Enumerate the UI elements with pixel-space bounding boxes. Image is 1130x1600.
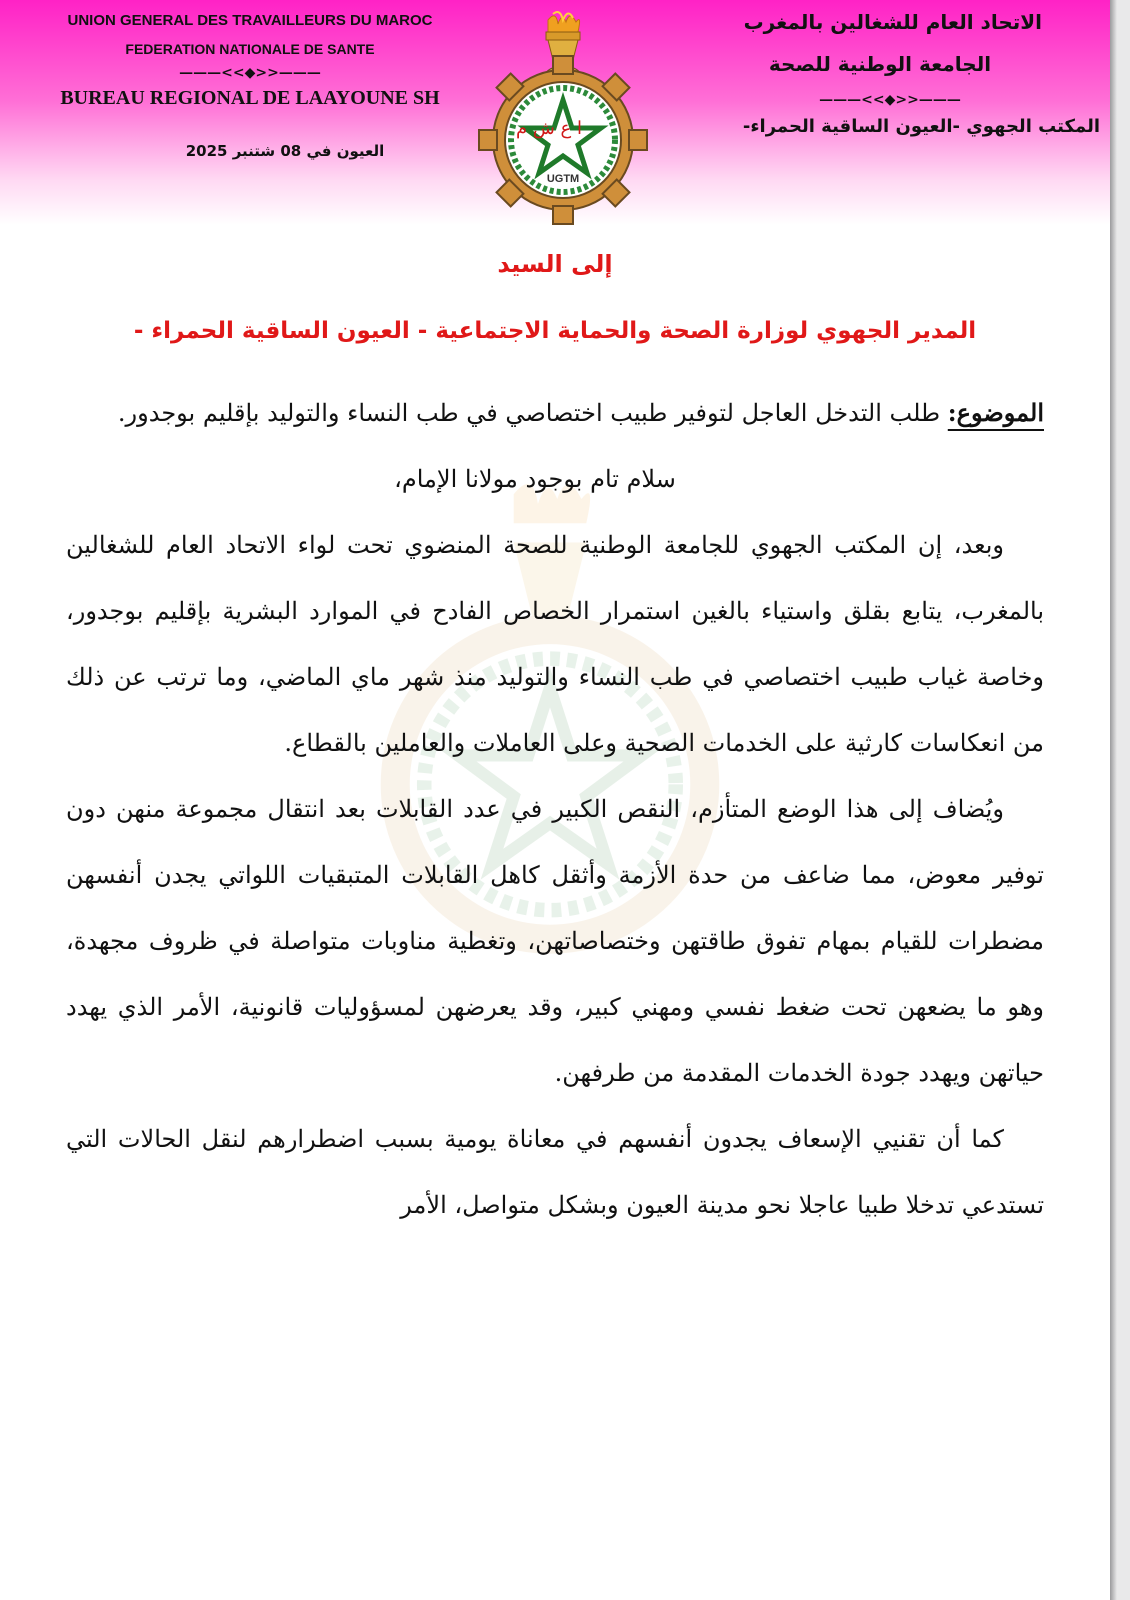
bureau-name-fr: BUREAU REGIONAL DE LAAYOUNE SH [60,87,440,109]
paragraph-1: وبعد، إن المكتب الجهوي للجامعة الوطنية للصحة المنضوي تحت لواء الاتحاد العام للشغالين بالمغرب، يتابع بقلق واستياء بالغين استمرار الخصاص الفادح في الموارد البشرية بإقليم بوجدور، وخاصة غياب طبيب اختصاصي في طب النساء والتوليد منذ شهر ماي الماضي، وما ترتب عن ذلك من انعكاسات كارثية على الخدمات الصحية وعلى العاملات والعاملين بالقطاع. [66,531,1044,757]
paragraph-3: كما أن تقنيي الإسعاف يجدون أنفسهم في معاناة يومية بسبب اضطرارهم لنقل الحالات التي تستدعي تدخلا طبيا عاجلا نحو مدينة العيون وبشكل متواصل، الأمر [66,1125,1044,1219]
logo-letters: ا ع ش م [515,118,583,139]
union-name-ar: الاتحاد العام للشغالين بالمغرب [743,10,1042,34]
subject-label: الموضوع: [947,398,1044,427]
federation-name-ar: الجامعة الوطنية للصحة [768,52,992,76]
bureau-name-ar: المكتب الجهوي -العيون الساقية الحمراء- [742,116,1100,137]
greeting: سلام تام بوجود مولانا الإمام، [394,465,676,493]
logo-acronym: UGTM [546,173,580,185]
separator-right: ———<<◆>>——— [819,92,961,108]
paragraph-2: ويُضاف إلى هذا الوضع المتأزم، النقص الكبير في عدد القابلات بعد انتقال مجموعة منهن دون توفير معوض، مما ضاعف من حدة الأزمة وأثقل كاهل القابلات المتبقيات اللواتي يجدن أنفسهن مضطرات للقيام بمهام تفوق طاقتهن وختصاصاتهن، وتغطية مناوبات متواصلة في ظروف مجهدة، وهو ما يضعهن تحت ضغط نفسي ومهني كبير، وقد يعرضهن لمسؤوليات قانونية، الأمر الذي يهدد حياتهن ويهدد جودة الخدمات المقدمة من طرفهن. [66,795,1044,1087]
federation-name-fr: FEDERATION NATIONALE DE SANTE [125,41,375,57]
gear-icon [479,56,647,224]
subject-text: طلب التدخل العاجل لتوفير طبيب اختصاصي في طب النساء والتوليد بإقليم بوجدور. [117,399,948,427]
separator-left: ———<<◆>>——— [179,65,321,81]
letter-date: العيون في 08 شتنبر 2025 [185,142,385,160]
ugtm-logo [478,10,648,225]
recipient-title: المدير الجهوي لوزارة الصحة والحماية الاجتماعية - العيون الساقية الحمراء - [133,318,977,344]
salutation-to: إلى السيد [497,250,613,278]
letterhead-french [20,6,480,160]
union-name-fr: UNION GENERAL DES TRAVAILLEURS DU MAROC [67,12,433,29]
page-edge-shadow [1110,0,1130,1600]
letter-body [66,380,1044,1238]
letterhead-arabic [640,10,1100,137]
subject-line [66,380,1044,446]
